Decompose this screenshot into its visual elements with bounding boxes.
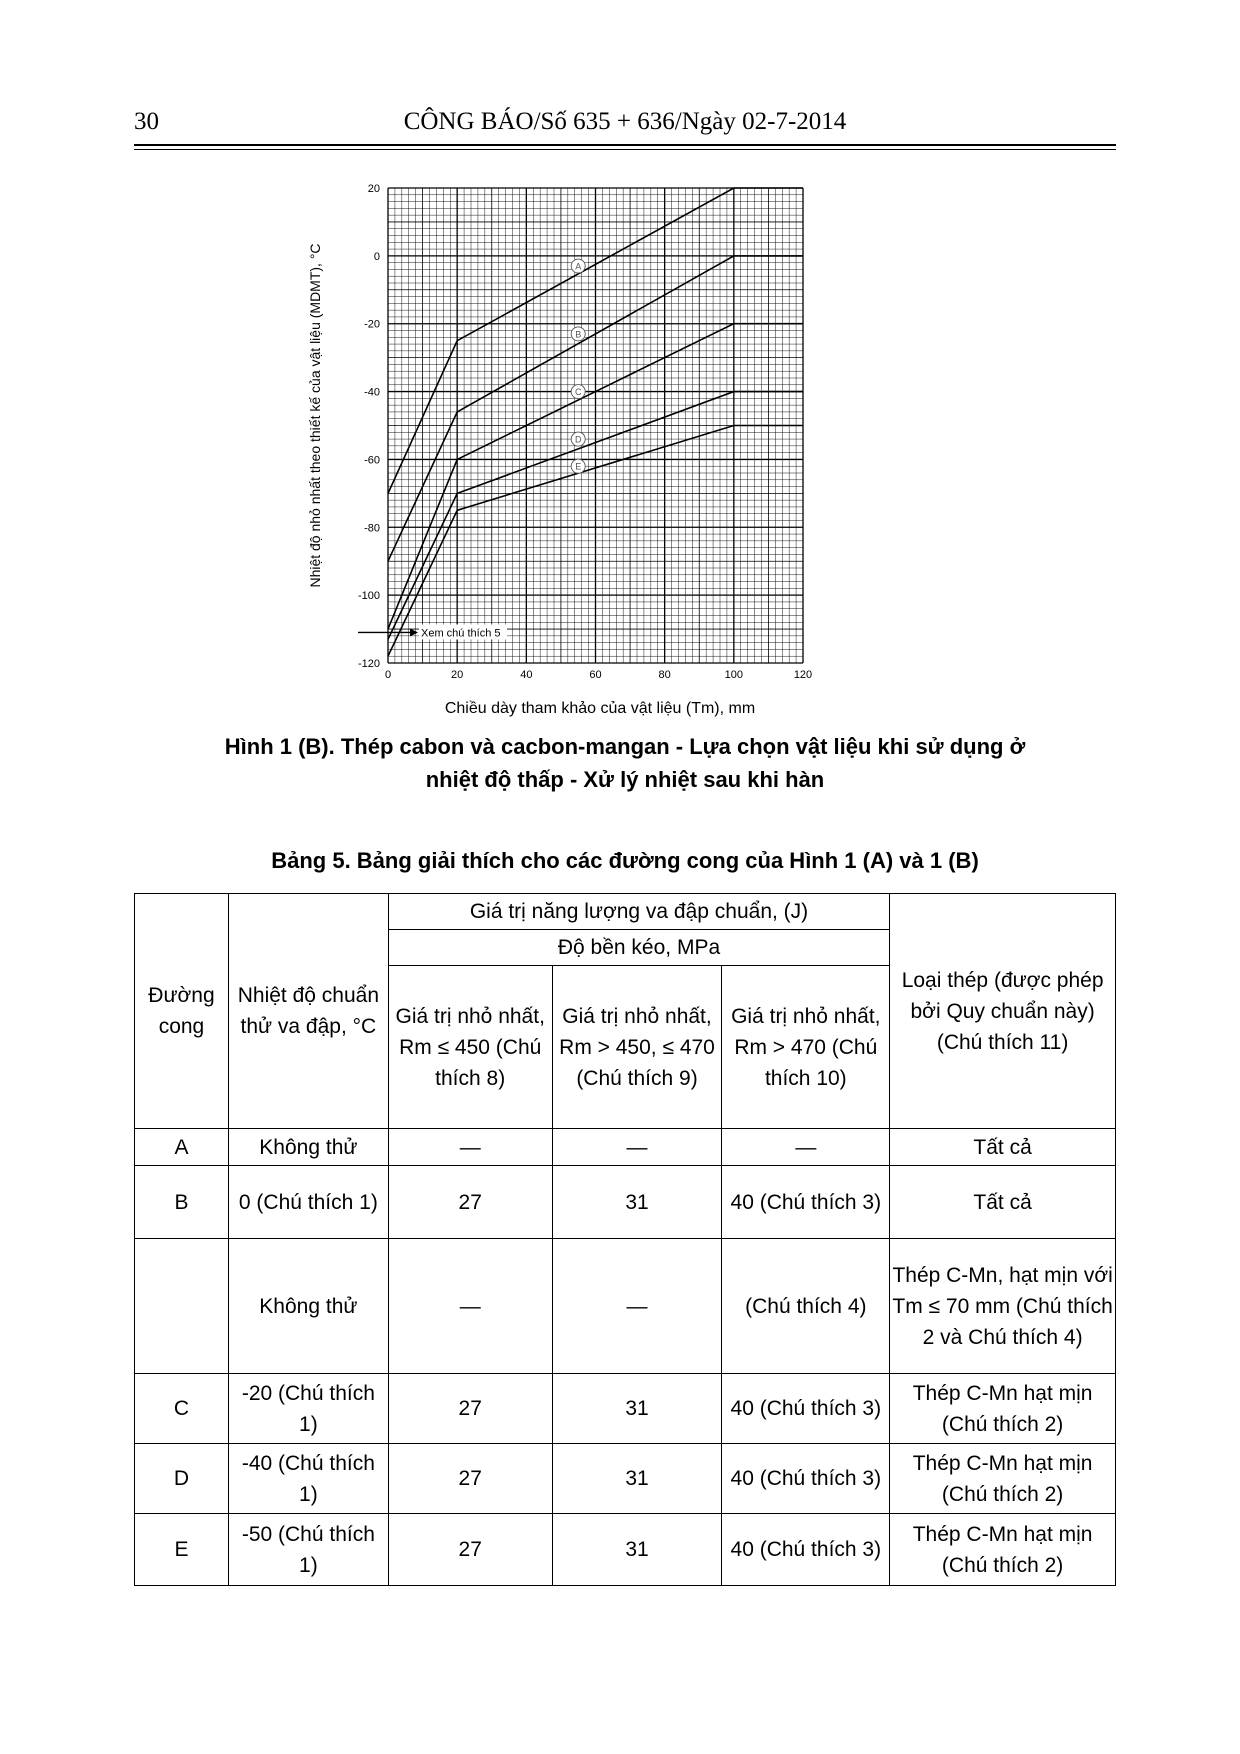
y-tick-label: -120 xyxy=(357,658,380,670)
cell-v1: 27 xyxy=(388,1514,552,1586)
header-rule-thick xyxy=(134,144,1116,146)
page-header xyxy=(134,108,1116,148)
cell-steel: Tất cả xyxy=(890,1129,1116,1166)
y-tick-label: -100 xyxy=(357,590,380,603)
page-number: 30 xyxy=(134,108,159,135)
header-col3: Giá trị nhỏ nhất, Rm > 470 (Chú thích 10) xyxy=(722,966,890,1129)
table-caption: Bảng 5. Bảng giải thích cho các đường cong của Hình 1 (A) và 1 (B) xyxy=(271,848,979,873)
cell-v3: 40 (Chú thích 3) xyxy=(722,1514,890,1586)
cell-v2: 31 xyxy=(552,1166,722,1239)
cell-v1: — xyxy=(388,1239,552,1374)
header-energy: Giá trị năng lượng va đập chuẩn, (J) xyxy=(388,894,889,930)
cell-temp: -40 (Chú thích 1) xyxy=(228,1444,388,1514)
cell-steel: Thép C-Mn hạt mịn (Chú thích 2) xyxy=(890,1444,1116,1514)
header-strength: Độ bền kéo, MPa xyxy=(388,930,889,966)
curve-label: D xyxy=(574,434,582,445)
cell-temp: -20 (Chú thích 1) xyxy=(228,1374,388,1444)
curve-label: B xyxy=(575,329,582,340)
y-tick-label: -80 xyxy=(364,522,380,535)
x-tick-label: 100 xyxy=(724,669,744,681)
y-axis-label: Nhiệt độ nhỏ nhất theo thiết kế của vật liệu (MDMT), °C xyxy=(307,243,323,588)
table-row xyxy=(135,1444,1116,1514)
annotation-label: Xem chú thích 5 xyxy=(421,627,501,640)
cell-v3: (Chú thích 4) xyxy=(722,1239,890,1374)
y-tick-label: 0 xyxy=(373,250,380,263)
curve-label: E xyxy=(575,461,582,472)
cell-curve: D xyxy=(135,1444,229,1514)
cell-curve: C xyxy=(135,1374,229,1444)
x-tick-label: 20 xyxy=(451,669,464,681)
cell-v3: 40 (Chú thích 3) xyxy=(722,1166,890,1239)
y-tick-label: 20 xyxy=(367,183,380,195)
figure-caption xyxy=(134,730,1116,796)
figure-caption-line2: nhiệt độ thấp - Xử lý nhiệt sau khi hàn xyxy=(425,767,825,792)
cell-temp: Không thử xyxy=(228,1129,388,1166)
annotation-arrowhead xyxy=(410,628,418,636)
cell-steel: Tất cả xyxy=(890,1166,1116,1239)
table-row xyxy=(135,1129,1116,1166)
cell-v3: 40 (Chú thích 3) xyxy=(722,1444,890,1514)
cell-v1: 27 xyxy=(388,1166,552,1239)
cell-temp: -50 (Chú thích 1) xyxy=(228,1514,388,1586)
x-tick-label: 80 xyxy=(658,669,671,681)
x-tick-label: 40 xyxy=(520,669,533,681)
cell-v2: 31 xyxy=(552,1374,722,1444)
cell-curve xyxy=(135,1239,229,1374)
cell-steel: Thép C-Mn hạt mịn (Chú thích 2) xyxy=(890,1514,1116,1586)
curve-label: A xyxy=(575,261,582,272)
table-row xyxy=(135,1514,1116,1586)
cell-v2: — xyxy=(552,1239,722,1374)
curve-explanation-table xyxy=(134,893,1116,1586)
cell-v2: — xyxy=(552,1129,722,1166)
x-tick-label: 0 xyxy=(384,669,392,681)
gazette-title: CÔNG BÁO/Số 635 + 636/Ngày 02-7-2014 xyxy=(403,108,847,135)
header-col1: Giá trị nhỏ nhất, Rm ≤ 450 (Chú thích 8) xyxy=(388,966,552,1129)
header-steel: Loại thép (được phép bởi Quy chuẩn này) (Chú thích 11) xyxy=(890,894,1116,1129)
header-curve: Đường cong xyxy=(135,894,229,1129)
cell-v3: 40 (Chú thích 3) xyxy=(722,1374,890,1444)
y-tick-label: -60 xyxy=(364,454,380,467)
cell-v3: — xyxy=(722,1129,890,1166)
cell-curve: E xyxy=(135,1514,229,1586)
x-tick-label: 60 xyxy=(589,669,602,681)
mdmt-chart xyxy=(290,170,930,700)
cell-curve: B xyxy=(135,1166,229,1239)
curve-label: C xyxy=(574,387,582,398)
table-row xyxy=(135,1239,1116,1374)
table-row xyxy=(135,1374,1116,1444)
y-tick-label: -40 xyxy=(364,386,380,399)
x-axis-label: Chiều dày tham khảo của vật liệu (Tm), mm xyxy=(444,700,756,717)
header-rule-thin xyxy=(134,149,1116,150)
cell-curve: A xyxy=(135,1129,229,1166)
cell-v1: 27 xyxy=(388,1444,552,1514)
x-tick-label: 120 xyxy=(793,669,813,681)
figure-caption-line1: Hình 1 (B). Thép cabon và cacbon-mangan - Lựa chọn vật liệu khi sử dụng ở xyxy=(224,734,1026,759)
cell-v1: 27 xyxy=(388,1374,552,1444)
cell-v2: 31 xyxy=(552,1444,722,1514)
header-temp: Nhiệt độ chuẩn thử va đập, °C xyxy=(228,894,388,1129)
y-tick-label: -20 xyxy=(364,318,380,331)
cell-temp: 0 (Chú thích 1) xyxy=(228,1166,388,1239)
cell-temp: Không thử xyxy=(228,1239,388,1374)
header-col2: Giá trị nhỏ nhất, Rm > 450, ≤ 470 (Chú thích 9) xyxy=(552,966,722,1129)
table-row xyxy=(135,1166,1116,1239)
cell-v1: — xyxy=(388,1129,552,1166)
cell-v2: 31 xyxy=(552,1514,722,1586)
cell-steel: Thép C-Mn, hạt mịn với Tm ≤ 70 mm (Chú thích 2 và Chú thích 4) xyxy=(890,1239,1116,1374)
cell-steel: Thép C-Mn hạt mịn (Chú thích 2) xyxy=(890,1374,1116,1444)
